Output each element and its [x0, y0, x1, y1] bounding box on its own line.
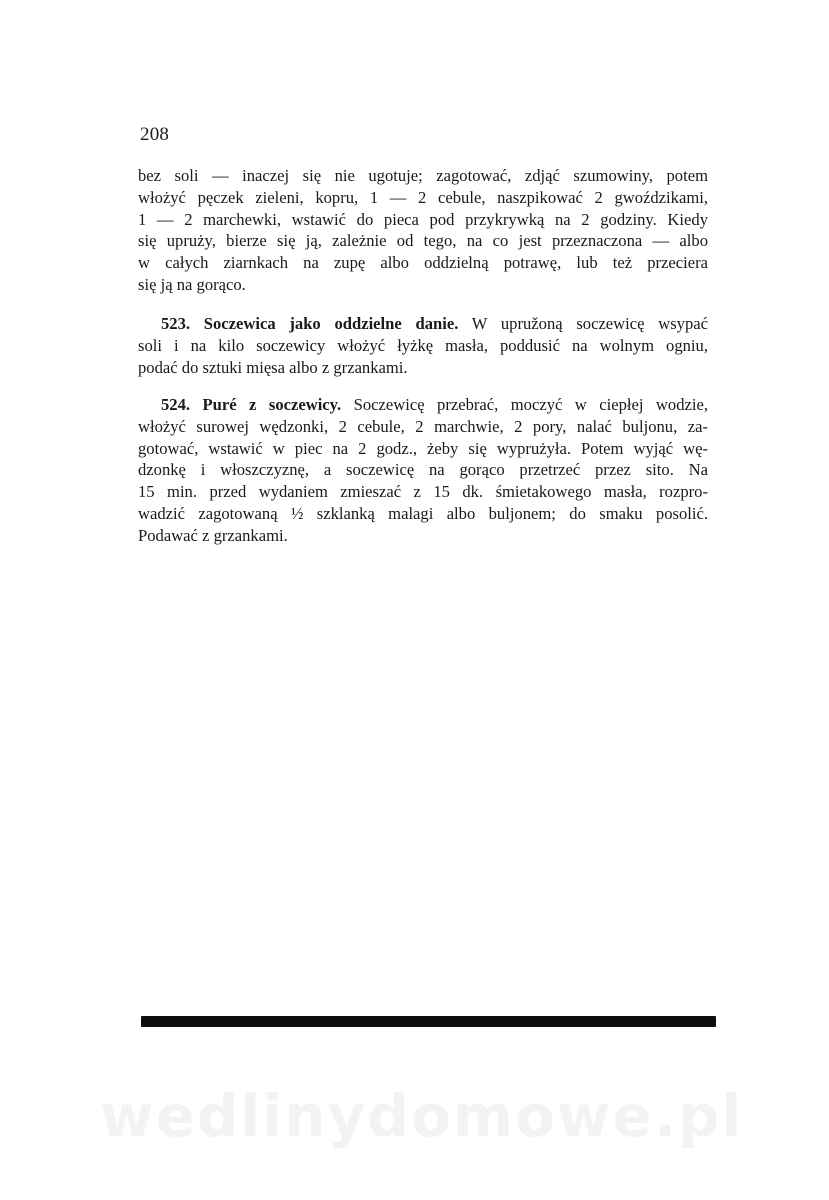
text-line: bez soli — inaczej się nie ugotuje; zagotować, zdjąć szumowiny, potem — [138, 166, 708, 185]
text-line: 1 — 2 marchewki, wstawić do pieca pod przykrywką na 2 godziny. Kiedy — [138, 209, 708, 229]
recipe-number: 524. — [161, 395, 191, 414]
text-line: soli i na kilo soczewicy włożyć łyżkę masła, poddusić na wolnym ogniu, — [138, 335, 708, 355]
recipe-523 — [138, 313, 708, 378]
recipe-text: W upružoną soczewicę wsypać — [471, 314, 708, 333]
recipe-heading-line — [138, 313, 708, 335]
text-line: gotować, wstawić w piec na 2 godz., żeby się wyprużyła. Potem wyjąć wę- — [138, 438, 708, 458]
recipe-title: Puré z soczewicy. — [202, 395, 342, 414]
recipe-number: 523. — [161, 314, 191, 333]
intro-paragraph — [138, 165, 708, 296]
text-line: włożyć surowej wędzonki, 2 cebule, 2 marchwie, 2 pory, nalać buljonu, za- — [138, 416, 708, 436]
text-line: podać do sztuki mięsa albo z grzankami. — [138, 357, 408, 377]
recipe-heading-line — [138, 394, 708, 416]
text-line: się upruży, bierze się ją, zależnie od tego, na co jest przeznaczona — albo — [138, 231, 708, 251]
text-line: włożyć pęczek zieleni, kopru, 1 — 2 cebule, naszpikować 2 gwoździkami, — [138, 187, 708, 207]
text-line: się ją na gorąco. — [138, 274, 246, 294]
text-line: 15 min. przed wydaniem zmieszać z 15 dk. śmietakowego masła, rozpro- — [138, 482, 708, 502]
text-line: dzonkę i włoszczyznę, a soczewicę na gorąco przetrzeć przez sito. Na — [138, 460, 708, 480]
bottom-rule — [141, 1016, 716, 1027]
recipe-title: Soczewica jako oddzielne danie. — [203, 314, 459, 333]
text-line: wadzić zagotowaną ½ szklanką malagi albo buljonem; do smaku posolić. — [138, 503, 708, 523]
recipe-text: Soczewicę przebrać, moczyć w ciepłej wodzie, — [353, 395, 708, 414]
text-line: w całych ziarnkach na zupę albo oddzielną potrawę, lub też przeciera — [138, 253, 708, 273]
watermark: wedlinydomowe.pl — [100, 1082, 744, 1150]
text-line: Podawać z grzankami. — [138, 525, 288, 545]
page-number: 208 — [140, 124, 170, 145]
recipe-524 — [138, 394, 708, 547]
